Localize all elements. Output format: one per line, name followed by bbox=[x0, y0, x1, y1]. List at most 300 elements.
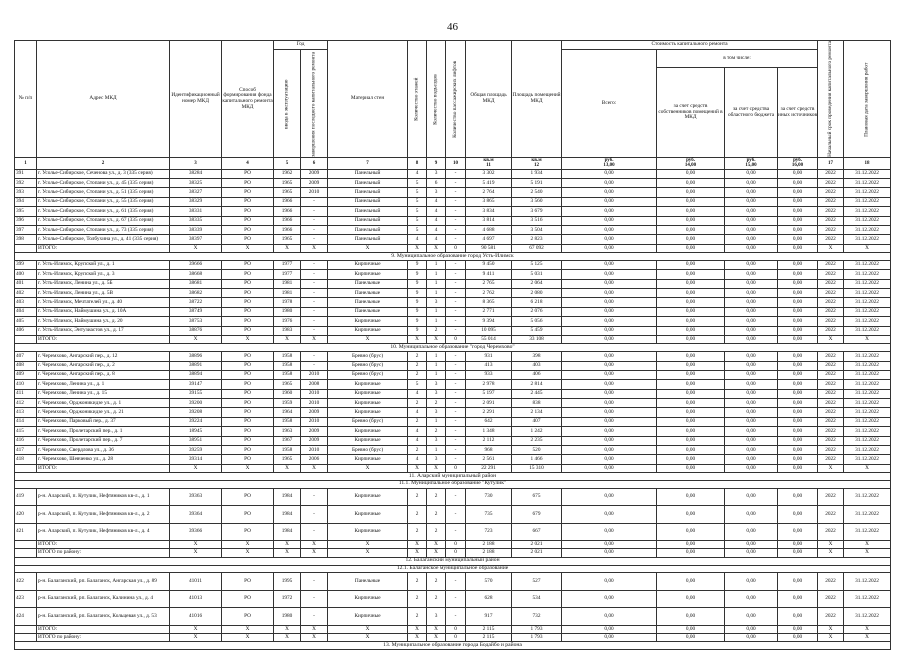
cell-cost-regional: 0,00 bbox=[725, 352, 778, 361]
cell-id: 39208 bbox=[170, 408, 222, 417]
cell-year-commission: 1964 bbox=[274, 408, 301, 417]
cell-area-total: 9 450 bbox=[466, 260, 512, 269]
cell-method: РО bbox=[222, 370, 274, 379]
cell-wall: Кирпичные bbox=[328, 590, 408, 608]
cell-entrances: 2 bbox=[427, 326, 446, 335]
cell-address: г. Черемхово, Ангарский пер., д. 2 bbox=[37, 361, 170, 370]
table-row bbox=[15, 399, 891, 408]
cell-id: 39666 bbox=[170, 260, 222, 269]
cell-cost-owners: 0,00 bbox=[657, 169, 725, 178]
cell-no: 408 bbox=[15, 361, 37, 370]
total-row bbox=[15, 625, 891, 633]
cell-entrances: 3 bbox=[427, 436, 446, 445]
cell-address: р-н. Аларский, п. Кутулик, Нефтяников кв-л., д. 1 bbox=[37, 488, 170, 506]
cell-plan-date: 31.12.2022 bbox=[844, 455, 891, 464]
cell-start-period: X bbox=[818, 336, 844, 344]
cell-year-commission: 1958 bbox=[274, 446, 301, 455]
cell-no: 397 bbox=[15, 226, 37, 235]
cell-lifts: - bbox=[446, 317, 466, 326]
cell-area-premises: 403 bbox=[512, 361, 562, 370]
col-header-year-last-repair: завершения последнего капитального ремонта bbox=[301, 50, 328, 158]
cell-start-period: 2022 bbox=[818, 455, 844, 464]
cell-no: 403 bbox=[15, 298, 37, 307]
col-number-label: 11 bbox=[486, 163, 491, 169]
table-row bbox=[15, 197, 891, 206]
cell-year-repair: 2006 bbox=[301, 455, 328, 464]
cell-floors: 9 bbox=[408, 260, 427, 269]
cell-cost-total: 0,00 bbox=[562, 244, 657, 252]
cell-floors: 2 bbox=[408, 523, 427, 541]
cell-no: 423 bbox=[15, 590, 37, 608]
cell-cost-owners: 0,00 bbox=[657, 317, 725, 326]
cell-year-commission: 1984 bbox=[274, 523, 301, 541]
cell-start-period: 2022 bbox=[818, 352, 844, 361]
cell-cost-total: 0,00 bbox=[562, 298, 657, 307]
cell-cost-regional: 0,00 bbox=[725, 179, 778, 188]
col-number: 4 bbox=[222, 157, 274, 169]
cell-cost-owners: 0,00 bbox=[657, 298, 725, 307]
cell-start-period: 2022 bbox=[818, 270, 844, 279]
cell-floors: X bbox=[408, 244, 427, 252]
cell-id: 38325 bbox=[170, 179, 222, 188]
cell-cost-other: 0,00 bbox=[778, 380, 818, 389]
cell-entrances: 4 bbox=[427, 235, 446, 244]
cell-id: X bbox=[170, 634, 222, 642]
cell-year-repair: X bbox=[301, 541, 328, 549]
cell-no: 406 bbox=[15, 326, 37, 335]
cell-area-premises: 3 560 bbox=[512, 197, 562, 206]
cell-cost-owners: 0,00 bbox=[657, 399, 725, 408]
col-number: 2 bbox=[37, 157, 170, 169]
cell-floors: 2 bbox=[408, 506, 427, 524]
cell-wall: Кирпичные bbox=[328, 608, 408, 626]
cell-plan-date: 31.12.2022 bbox=[844, 307, 891, 316]
cell-plan-date: X bbox=[844, 336, 891, 344]
cell-method: РО bbox=[222, 270, 274, 279]
cell-entrances: 2 bbox=[427, 399, 446, 408]
cell-address: ИТОГО: bbox=[37, 625, 170, 633]
cell-lifts: - bbox=[446, 179, 466, 188]
cell-wall: Кирпичные bbox=[328, 260, 408, 269]
table-row bbox=[15, 169, 891, 178]
cell-area-premises: 520 bbox=[512, 446, 562, 455]
cell-year-repair: - bbox=[301, 506, 328, 524]
cell-no: 402 bbox=[15, 289, 37, 298]
section-header-row bbox=[15, 344, 891, 352]
cell-method: РО bbox=[222, 455, 274, 464]
cell-id: 39364 bbox=[170, 506, 222, 524]
cell-cost-regional: 0,00 bbox=[725, 573, 778, 591]
cell-wall: Панельные bbox=[328, 307, 408, 316]
cell-id: 38284 bbox=[170, 169, 222, 178]
cell-cost-total: 0,00 bbox=[562, 389, 657, 398]
cell-address: ИТОГО по району: bbox=[37, 634, 170, 642]
cell-no: 399 bbox=[15, 260, 37, 269]
cell-lifts: 0 bbox=[446, 541, 466, 549]
cell-method: РО bbox=[222, 399, 274, 408]
cell-year-commission: 1995 bbox=[274, 573, 301, 591]
cell-floors: 2 bbox=[408, 417, 427, 426]
table-row bbox=[15, 408, 891, 417]
cell-cost-other: 0,00 bbox=[778, 488, 818, 506]
cell-floors: 5 bbox=[408, 197, 427, 206]
cell-lifts: - bbox=[446, 298, 466, 307]
cell-area-total: 2 112 bbox=[466, 436, 512, 445]
cell-year-commission: 1960 bbox=[274, 389, 301, 398]
cell-wall: Кирпичные bbox=[328, 389, 408, 398]
cell-lifts: 0 bbox=[446, 549, 466, 557]
col-number bbox=[466, 157, 512, 169]
cell-wall: Панельные bbox=[328, 573, 408, 591]
cell-cost-other: 0,00 bbox=[778, 317, 818, 326]
cell-address: г. Черемхово, Ленина ул., д. 15 bbox=[37, 389, 170, 398]
cell-area-total: 2 091 bbox=[466, 399, 512, 408]
cell-method: РО bbox=[222, 361, 274, 370]
cell-entrances: 1 bbox=[427, 260, 446, 269]
cell-cost-regional: 0,00 bbox=[725, 399, 778, 408]
cell-cost-total: 0,00 bbox=[562, 370, 657, 379]
cell-area-premises: 534 bbox=[512, 590, 562, 608]
cell-wall: Бревно (брус) bbox=[328, 361, 408, 370]
cell-method: X bbox=[222, 625, 274, 633]
cell-plan-date: 31.12.2022 bbox=[844, 169, 891, 178]
cell-id: X bbox=[170, 464, 222, 472]
col-number: 6 bbox=[301, 157, 328, 169]
cell-cost-owners: 0,00 bbox=[657, 488, 725, 506]
cell-cost-regional: 0,00 bbox=[725, 488, 778, 506]
cell-wall: X bbox=[328, 336, 408, 344]
cell-entrances: X bbox=[427, 541, 446, 549]
col-header-plan-date: Плановая дата завершения работ bbox=[844, 41, 891, 158]
cell-id: 38397 bbox=[170, 235, 222, 244]
cell-cost-regional: 0,00 bbox=[725, 427, 778, 436]
cell-entrances: X bbox=[427, 549, 446, 557]
cell-cost-regional: 0,00 bbox=[725, 625, 778, 633]
cell-area-premises: 2 540 bbox=[512, 188, 562, 197]
cell-year-repair: X bbox=[301, 336, 328, 344]
cell-cost-regional: 0,00 bbox=[725, 436, 778, 445]
cell-cost-other: 0,00 bbox=[778, 188, 818, 197]
cell-year-commission: 1966 bbox=[274, 197, 301, 206]
cell-wall: X bbox=[328, 464, 408, 472]
cell-cost-regional: 0,00 bbox=[725, 408, 778, 417]
cell-area-premises: 1 242 bbox=[512, 427, 562, 436]
cell-area-premises: 2 064 bbox=[512, 279, 562, 288]
cell-area-total: 4 688 bbox=[466, 226, 512, 235]
cell-plan-date: X bbox=[844, 625, 891, 633]
cell-plan-date: 31.12.2022 bbox=[844, 207, 891, 216]
cell-area-total: 3 302 bbox=[466, 169, 512, 178]
cell-year-commission: 1983 bbox=[274, 326, 301, 335]
cell-no: 421 bbox=[15, 523, 37, 541]
cell-entrances: 3 bbox=[427, 380, 446, 389]
cell-year-commission: 1958 bbox=[274, 417, 301, 426]
cell-area-premises: 406 bbox=[512, 370, 562, 379]
cell-id: 38753 bbox=[170, 317, 222, 326]
cell-address: г. Усолье-Сибирское, Стопани ул., д. 51 (335 серия) bbox=[37, 188, 170, 197]
cell-entrances: X bbox=[427, 244, 446, 252]
cell-address: г. Черемхово, Парковый пер., д. 37 bbox=[37, 417, 170, 426]
cell-area-premises: 732 bbox=[512, 608, 562, 626]
cell-entrances: 1 bbox=[427, 289, 446, 298]
cell-start-period: X bbox=[818, 244, 844, 252]
cell-plan-date: 31.12.2022 bbox=[844, 361, 891, 370]
cell-lifts: - bbox=[446, 207, 466, 216]
cell-plan-date: 31.12.2022 bbox=[844, 436, 891, 445]
cell-cost-other: 0,00 bbox=[778, 361, 818, 370]
cell-address: г. Усолье-Сибирское, Стопани ул., д. 73 (335 серия) bbox=[37, 226, 170, 235]
cell-year-repair: - bbox=[301, 590, 328, 608]
cell-method: РО bbox=[222, 608, 274, 626]
cell-area-total: 5 197 bbox=[466, 389, 512, 398]
cell-year-repair: 2009 bbox=[301, 427, 328, 436]
section-header-row bbox=[15, 565, 891, 573]
cell-area-total: 968 bbox=[466, 446, 512, 455]
cell-cost-owners: 0,00 bbox=[657, 427, 725, 436]
cell-floors: 9 bbox=[408, 307, 427, 316]
cell-floors: 2 bbox=[408, 488, 427, 506]
table-row bbox=[15, 289, 891, 298]
cell-start-period: X bbox=[818, 634, 844, 642]
cell-cost-total: 0,00 bbox=[562, 488, 657, 506]
cell-no: 392 bbox=[15, 179, 37, 188]
cell-area-premises: 398 bbox=[512, 352, 562, 361]
total-row bbox=[15, 464, 891, 472]
cell-year-commission: 1965 bbox=[274, 179, 301, 188]
cell-address: ИТОГО: bbox=[37, 541, 170, 549]
column-number-row bbox=[15, 157, 891, 169]
cell-cost-total: 0,00 bbox=[562, 179, 657, 188]
table-row bbox=[15, 207, 891, 216]
cell-floors: 5 bbox=[408, 179, 427, 188]
cell-cost-other: 0,00 bbox=[778, 417, 818, 426]
cell-year-commission: 1959 bbox=[274, 399, 301, 408]
cell-cost-owners: 0,00 bbox=[657, 464, 725, 472]
cell-start-period: 2022 bbox=[818, 326, 844, 335]
cell-cost-regional: 0,00 bbox=[725, 541, 778, 549]
cell-start-period: 2022 bbox=[818, 188, 844, 197]
cell-method: X bbox=[222, 464, 274, 472]
cell-no: 411 bbox=[15, 389, 37, 398]
col-number bbox=[657, 157, 725, 169]
cell-year-commission: 1976 bbox=[274, 317, 301, 326]
col-header-year-commission: ввода в эксплуатацию bbox=[274, 50, 301, 158]
cell-entrances: 1 bbox=[427, 446, 446, 455]
cell-floors: 4 bbox=[408, 436, 427, 445]
cell-address: р-н. Балаганский, рп. Балаганск, Ангарская ул., д. 89 bbox=[37, 573, 170, 591]
cell-id: 38891 bbox=[170, 361, 222, 370]
cell-cost-total: 0,00 bbox=[562, 188, 657, 197]
unit-label: руб. bbox=[793, 157, 802, 163]
cell-method: РО bbox=[222, 389, 274, 398]
col-number bbox=[512, 157, 562, 169]
table-row bbox=[15, 389, 891, 398]
cell-cost-owners: 0,00 bbox=[657, 289, 725, 298]
cell-start-period: X bbox=[818, 541, 844, 549]
cell-cost-total: 0,00 bbox=[562, 336, 657, 344]
table-row bbox=[15, 455, 891, 464]
cell-lifts: - bbox=[446, 235, 466, 244]
cell-floors: 5 bbox=[408, 207, 427, 216]
cell-address: г. Усть-Илимск, Ленина ул., д. 5В bbox=[37, 289, 170, 298]
cell-cost-total: 0,00 bbox=[562, 270, 657, 279]
col-header-method: Способ формирования фонда капитального ремонта МКД bbox=[222, 41, 274, 158]
cell-start-period: 2022 bbox=[818, 389, 844, 398]
cell-cost-owners: 0,00 bbox=[657, 417, 725, 426]
cell-floors: 2 bbox=[408, 361, 427, 370]
cell-lifts: - bbox=[446, 573, 466, 591]
cell-floors: X bbox=[408, 625, 427, 633]
section-header-row bbox=[15, 253, 891, 261]
cell-year-commission: 1965 bbox=[274, 380, 301, 389]
cell-plan-date: 31.12.2022 bbox=[844, 488, 891, 506]
cell-wall: X bbox=[328, 244, 408, 252]
cell-no: 415 bbox=[15, 427, 37, 436]
cell-no: 407 bbox=[15, 352, 37, 361]
cell-method: РО bbox=[222, 488, 274, 506]
cell-area-total: 2 291 bbox=[466, 408, 512, 417]
cell-id: 39314 bbox=[170, 455, 222, 464]
section-title: 9. Муниципальное образование город Усть-Илимск bbox=[15, 253, 891, 261]
cell-cost-other: 0,00 bbox=[778, 244, 818, 252]
cell-year-repair: X bbox=[301, 549, 328, 557]
cell-method: РО bbox=[222, 317, 274, 326]
cell-id: 39155 bbox=[170, 389, 222, 398]
cell-method: РО bbox=[222, 207, 274, 216]
cell-area-total: 10 095 bbox=[466, 326, 512, 335]
cell-year-commission: X bbox=[274, 464, 301, 472]
cell-cost-owners: 0,00 bbox=[657, 590, 725, 608]
cell-method: РО bbox=[222, 326, 274, 335]
cell-plan-date: 31.12.2022 bbox=[844, 380, 891, 389]
cell-start-period: 2022 bbox=[818, 298, 844, 307]
cell-cost-owners: 0,00 bbox=[657, 307, 725, 316]
cell-cost-other: 0,00 bbox=[778, 326, 818, 335]
cell-start-period: X bbox=[818, 625, 844, 633]
table-row bbox=[15, 226, 891, 235]
col-header-lifts: Количество пассажирских лифтов bbox=[446, 41, 466, 158]
cell-cost-other: 0,00 bbox=[778, 549, 818, 557]
col-header-floors: Количество этажей bbox=[408, 41, 427, 158]
cell-entrances: 1 bbox=[427, 317, 446, 326]
cell-cost-other: 0,00 bbox=[778, 197, 818, 206]
cell-start-period: 2022 bbox=[818, 361, 844, 370]
cell-id: 38339 bbox=[170, 226, 222, 235]
cell-method: РО bbox=[222, 235, 274, 244]
cell-no: 398 bbox=[15, 235, 37, 244]
cell-cost-owners: 0,00 bbox=[657, 455, 725, 464]
col-header-cost-other: за счет средств иных источников bbox=[778, 68, 818, 158]
cell-floors: 2 bbox=[408, 352, 427, 361]
col-number-label: 16,00 bbox=[791, 163, 804, 169]
cell-entrances: 3 bbox=[427, 169, 446, 178]
table-row bbox=[15, 506, 891, 524]
cell-cost-total: 0,00 bbox=[562, 408, 657, 417]
cell-plan-date: X bbox=[844, 464, 891, 472]
cell-method: РО bbox=[222, 279, 274, 288]
cell-id: X bbox=[170, 541, 222, 549]
cell-area-total: 2 762 bbox=[466, 289, 512, 298]
col-header-wall: Материал стен bbox=[328, 41, 408, 158]
cell-area-premises: 5 125 bbox=[512, 260, 562, 269]
col-header-id: Идентификационный номер МКД bbox=[170, 41, 222, 158]
cell-area-premises: 667 bbox=[512, 523, 562, 541]
cell-lifts: - bbox=[446, 260, 466, 269]
cell-cost-total: 0,00 bbox=[562, 216, 657, 225]
cell-area-premises: 1 466 bbox=[512, 455, 562, 464]
cell-method: X bbox=[222, 541, 274, 549]
cell-area-total: 735 bbox=[466, 506, 512, 524]
col-number bbox=[778, 157, 818, 169]
cell-lifts: - bbox=[446, 361, 466, 370]
cell-wall: Панельные bbox=[328, 279, 408, 288]
unit-label: руб. bbox=[746, 157, 756, 163]
cell-area-premises: 67 092 bbox=[512, 244, 562, 252]
cell-cost-total: 0,00 bbox=[562, 289, 657, 298]
section-header-row bbox=[15, 642, 891, 650]
col-number: 3 bbox=[170, 157, 222, 169]
cell-no bbox=[15, 549, 37, 557]
cell-address: р-н. Аларский, п. Кутулик, Нефтяников кв-л., д. 2 bbox=[37, 506, 170, 524]
cell-area-premises: 2 823 bbox=[512, 235, 562, 244]
cell-floors: X bbox=[408, 541, 427, 549]
cell-id: 41013 bbox=[170, 590, 222, 608]
cell-cost-total: 0,00 bbox=[562, 352, 657, 361]
cell-no bbox=[15, 625, 37, 633]
cell-cost-owners: 0,00 bbox=[657, 408, 725, 417]
table-row bbox=[15, 260, 891, 269]
cell-area-premises: 1 934 bbox=[512, 169, 562, 178]
cell-start-period: 2022 bbox=[818, 506, 844, 524]
cell-area-total: 931 bbox=[466, 352, 512, 361]
cell-wall: Панельный bbox=[328, 179, 408, 188]
cell-area-total: 2 771 bbox=[466, 307, 512, 316]
cell-area-premises: 2 076 bbox=[512, 307, 562, 316]
cell-year-repair: - bbox=[301, 326, 328, 335]
cell-cost-other: 0,00 bbox=[778, 523, 818, 541]
cell-wall: Панельный bbox=[328, 188, 408, 197]
cell-cost-owners: 0,00 bbox=[657, 188, 725, 197]
table-body bbox=[15, 169, 891, 650]
cell-cost-total: 0,00 bbox=[562, 446, 657, 455]
cell-area-premises: 5 191 bbox=[512, 179, 562, 188]
cell-year-repair: - bbox=[301, 317, 328, 326]
cell-plan-date: 31.12.2022 bbox=[844, 590, 891, 608]
cell-id: 38335 bbox=[170, 216, 222, 225]
cell-cost-total: 0,00 bbox=[562, 226, 657, 235]
cell-cost-owners: 0,00 bbox=[657, 436, 725, 445]
cell-address: г. Черемхово, Ангарский пер., д. 12 bbox=[37, 352, 170, 361]
cell-area-total: 5 419 bbox=[466, 179, 512, 188]
cell-area-premises: 527 bbox=[512, 573, 562, 591]
cell-floors: 5 bbox=[408, 216, 427, 225]
cell-plan-date: X bbox=[844, 549, 891, 557]
cell-floors: 2 bbox=[408, 446, 427, 455]
table-row bbox=[15, 417, 891, 426]
cell-id: X bbox=[170, 549, 222, 557]
cell-plan-date: 31.12.2022 bbox=[844, 446, 891, 455]
cell-id: 41016 bbox=[170, 608, 222, 626]
cell-method: РО bbox=[222, 298, 274, 307]
cell-cost-owners: 0,00 bbox=[657, 270, 725, 279]
cell-address: г. Усолье-Сибирское, Стопани ул., д. 67 (335 серия) bbox=[37, 216, 170, 225]
cell-address: г. Усолье-Сибирское, Сеченова ул., д. 3 (335 серия) bbox=[37, 169, 170, 178]
cell-no: 391 bbox=[15, 169, 37, 178]
cell-entrances: 1 bbox=[427, 270, 446, 279]
cell-area-total: 9 411 bbox=[466, 270, 512, 279]
cell-id: 38682 bbox=[170, 289, 222, 298]
cell-entrances: 4 bbox=[427, 216, 446, 225]
